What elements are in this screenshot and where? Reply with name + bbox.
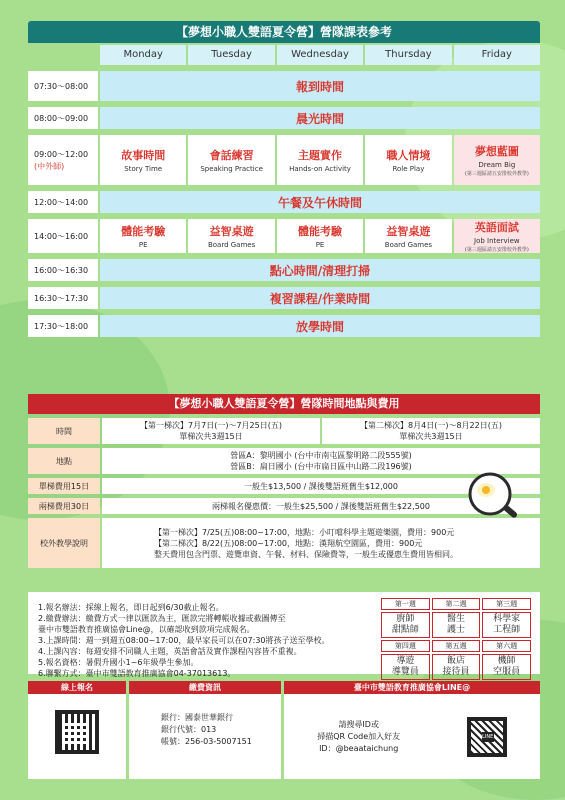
fees-title: 【夢想小職人雙語夏令營】營隊時間地點與費用 — [28, 394, 540, 414]
activity-span: 午餐及午休時間 — [100, 191, 540, 213]
activity-span: 報到時間 — [100, 71, 540, 101]
activity-en: Story Time — [124, 165, 163, 173]
week-header: 第一週 — [381, 598, 430, 610]
role: 護士 — [446, 625, 465, 635]
week-roles — [482, 612, 531, 638]
batch-1 — [102, 418, 320, 444]
activity-span: 晨光時間 — [100, 107, 540, 129]
time-slot — [28, 71, 98, 101]
week-header: 第三週 — [482, 598, 531, 610]
activity-zh: 體能考驗 — [121, 225, 166, 238]
activity-en: Board Games — [384, 241, 433, 249]
line-content — [284, 694, 540, 779]
signup-panel — [28, 681, 126, 779]
list-item: 4.上課內容：每週安排不同職人主題，英語會話及實作課程內容皆不重複。 — [38, 647, 302, 656]
day-friday: Friday — [454, 45, 540, 65]
line-panel — [284, 681, 540, 779]
activity-zh: 夢想藍圖 — [474, 145, 519, 158]
fees-value — [102, 418, 540, 444]
time-label: 14:00〜16:00 — [34, 231, 89, 241]
activity-en: Role Play — [392, 165, 425, 173]
time-label: 16:30〜17:30 — [34, 293, 89, 303]
activity-zh: 英語面試 — [474, 221, 519, 234]
schedule-row — [28, 107, 540, 129]
trip-2: 【第二梯次】8/22(五)08:00~17:00，地點：漢翔航空園區，費用：900元 — [154, 538, 423, 548]
activity-zh: 職人情境 — [386, 149, 431, 162]
bank-name: 銀行：國泰世華銀行 — [161, 713, 233, 722]
activity-zh: 故事時間 — [121, 149, 166, 162]
place-b: 營區B：扁日國小 (台中市扁日區中山路二段196號) — [230, 462, 412, 471]
activity-en: Hands-on Activity — [289, 165, 351, 173]
day-tuesday: Tuesday — [188, 45, 274, 65]
notes-panel — [28, 592, 540, 678]
list-item: 5.報名資格：暑假升國小1~6年級學生參加。 — [38, 658, 199, 667]
time-label: 07:30〜08:00 — [34, 81, 89, 91]
activity-span: 點心時間/清理打掃 — [100, 259, 540, 281]
fees-label: 兩梯費用30日 — [28, 498, 100, 514]
schedule-row — [28, 71, 540, 101]
fees-row-time — [28, 418, 540, 444]
day-wednesday: Wednesday — [277, 45, 363, 65]
schedule-row — [28, 259, 540, 281]
line-qr-code[interactable] — [467, 717, 507, 757]
time-sub-label: (中外師) — [34, 161, 65, 171]
batch-2-dates: 【第二梯次】8月4日(一)〜8月22日(五) — [360, 421, 502, 430]
activity-en: PE — [315, 241, 325, 249]
activity-zh: 體能考驗 — [298, 225, 343, 238]
time-label: 16:00〜16:30 — [34, 265, 89, 275]
trip-1: 【第一梯次】7/25(五)08:00~17:00，地點：小叮噹科學主題遊樂園，費用：900元 — [154, 527, 455, 537]
activity-zh: 會話練習 — [209, 149, 254, 162]
role: 導覽員 — [391, 667, 419, 677]
activity-zh: 益智桌遊 — [209, 225, 254, 238]
activity-cell — [365, 219, 451, 253]
schedule-row — [28, 191, 540, 213]
week-header: 第二週 — [432, 598, 481, 610]
activity-en: Board Games — [207, 241, 256, 249]
role: 甜點師 — [391, 625, 419, 635]
fees-value: 兩梯報名優惠價：一般生$25,500 / 課後雙語班舊生$22,500 — [102, 498, 540, 514]
fees-value: 一般生$13,500 / 課後雙語班舊生$12,000 — [102, 478, 540, 494]
week-header: 第五週 — [432, 640, 481, 652]
week-roles — [482, 654, 531, 680]
activity-en: Job Interview — [474, 237, 520, 245]
schedule-row — [28, 315, 540, 337]
role: 接待員 — [442, 667, 470, 677]
week-roles — [432, 612, 481, 638]
line-id: ID：@beaataichung — [319, 743, 399, 753]
bank-code: 銀行代號：013 — [161, 725, 217, 734]
week-roles — [432, 654, 481, 680]
activity-cell — [277, 135, 363, 185]
line-instruction: 請搜尋ID或 — [338, 719, 379, 729]
fees-row-single — [28, 478, 540, 494]
time-label: 17:30〜18:00 — [34, 321, 89, 331]
time-slot — [28, 107, 98, 129]
notes-list — [38, 602, 388, 679]
schedule-table — [28, 21, 540, 337]
time-slot — [28, 219, 98, 253]
activity-cell — [454, 219, 540, 253]
weekly-roles-grid — [381, 598, 531, 680]
role: 導遊 — [396, 656, 415, 666]
role: 工程師 — [493, 625, 521, 635]
signup-title: 線上報名 — [28, 681, 126, 694]
activity-span: 複習課程/作業時間 — [100, 287, 540, 309]
bank-info — [129, 694, 281, 748]
line-logo: LINE — [482, 733, 494, 740]
line-title: 臺中市雙語教育推廣協會LINE@ — [284, 681, 540, 694]
time-label: 08:00〜09:00 — [34, 113, 89, 123]
payment-panel — [129, 681, 281, 779]
line-instruction: 掃描QR Code加入好友 — [317, 731, 401, 741]
day-thursday: Thursday — [365, 45, 451, 65]
time-slot — [28, 287, 98, 309]
activity-zh: 益智桌遊 — [386, 225, 431, 238]
activity-zh: 主題實作 — [298, 149, 343, 162]
footer — [28, 681, 540, 779]
activity-cell — [454, 135, 540, 185]
role: 機師 — [497, 656, 516, 666]
week-roles — [381, 654, 430, 680]
time-slot — [28, 135, 98, 185]
schedule-title: 【夢想小職人雙語夏令營】營隊課表參考 — [28, 21, 540, 43]
role: 科學家 — [493, 614, 521, 624]
role: 空服員 — [493, 667, 521, 677]
activity-cell — [100, 219, 186, 253]
fees-table — [28, 394, 540, 568]
activity-en: Speaking Practice — [200, 165, 263, 173]
day-header-row — [28, 45, 540, 65]
week-header: 第四週 — [381, 640, 430, 652]
activity-cell — [188, 135, 274, 185]
time-slot — [28, 191, 98, 213]
time-slot — [28, 259, 98, 281]
fees-label: 校外教學說明 — [28, 518, 100, 568]
role: 醫生 — [446, 614, 465, 624]
list-item: 6.聯繫方式：臺中市雙語教育推廣協會04-37013613。 — [38, 669, 236, 678]
fees-value — [102, 518, 540, 568]
batch-1-dates: 【第一梯次】7月7日(一)〜7月25日(五) — [140, 421, 282, 430]
role: 飯店 — [446, 656, 465, 666]
place-a: 營區A：黎明國小 (台中市南屯區黎明路二段555號) — [230, 451, 412, 460]
activity-en: PE — [138, 241, 148, 249]
signup-qr-code[interactable] — [55, 710, 99, 754]
fees-row-place — [28, 448, 540, 474]
fees-label: 單梯費用15日 — [28, 478, 100, 494]
fees-row-double — [28, 498, 540, 514]
time-label: 09:00〜12:00 — [34, 149, 89, 159]
activity-cell — [365, 135, 451, 185]
trip-3: 整天費用包含門票、遊覽車資、午餐、材料、保險費等，一般生或優惠生費用皆相同。 — [154, 549, 458, 559]
activity-en: Dream Big — [478, 161, 516, 169]
payment-title: 繳費資訊 — [129, 681, 281, 694]
activity-cell — [188, 219, 274, 253]
schedule-row — [28, 219, 540, 253]
role: 廚師 — [396, 614, 415, 624]
fees-label: 地點 — [28, 448, 100, 474]
time-label: 12:00〜14:00 — [34, 197, 89, 207]
activity-cell — [277, 219, 363, 253]
list-item: 2.繳費辦法：繳費方式一律以匯款為主，匯款完將轉帳收據或截圖傳至 — [38, 614, 286, 623]
activity-cell — [100, 135, 186, 185]
list-item: 臺中市雙語教育推廣協會Line@，以確認收到款項完成報名。 — [38, 625, 255, 634]
batch-2 — [322, 418, 540, 444]
fees-row-trip — [28, 518, 540, 568]
fees-label: 時間 — [28, 418, 100, 444]
week-header: 第六週 — [482, 640, 531, 652]
bank-account: 帳號：256-03-5007151 — [161, 737, 252, 746]
corner-cell — [28, 45, 98, 65]
activity-note: (第三週區請五安排校外教學) — [464, 247, 529, 253]
activity-note: (第三週區請五安排校外教學) — [464, 171, 529, 177]
week-roles — [381, 612, 430, 638]
schedule-row — [28, 287, 540, 309]
activity-span: 放學時間 — [100, 315, 540, 337]
batch-1-duration: 單梯次共3週15日 — [179, 432, 243, 441]
list-item: 3.上課時間：週一到週五08:00~17:00，最早家長可以在07:30將孩子送至學校。 — [38, 636, 330, 645]
schedule-row — [28, 135, 540, 185]
frying-pan-illustration — [466, 466, 524, 524]
day-monday: Monday — [100, 45, 186, 65]
line-instructions — [317, 719, 400, 755]
time-slot — [28, 315, 98, 337]
list-item: 1.報名辦法：採線上報名，即日起到6/30截止報名。 — [38, 603, 224, 612]
batch-2-duration: 單梯次共3週15日 — [399, 432, 463, 441]
